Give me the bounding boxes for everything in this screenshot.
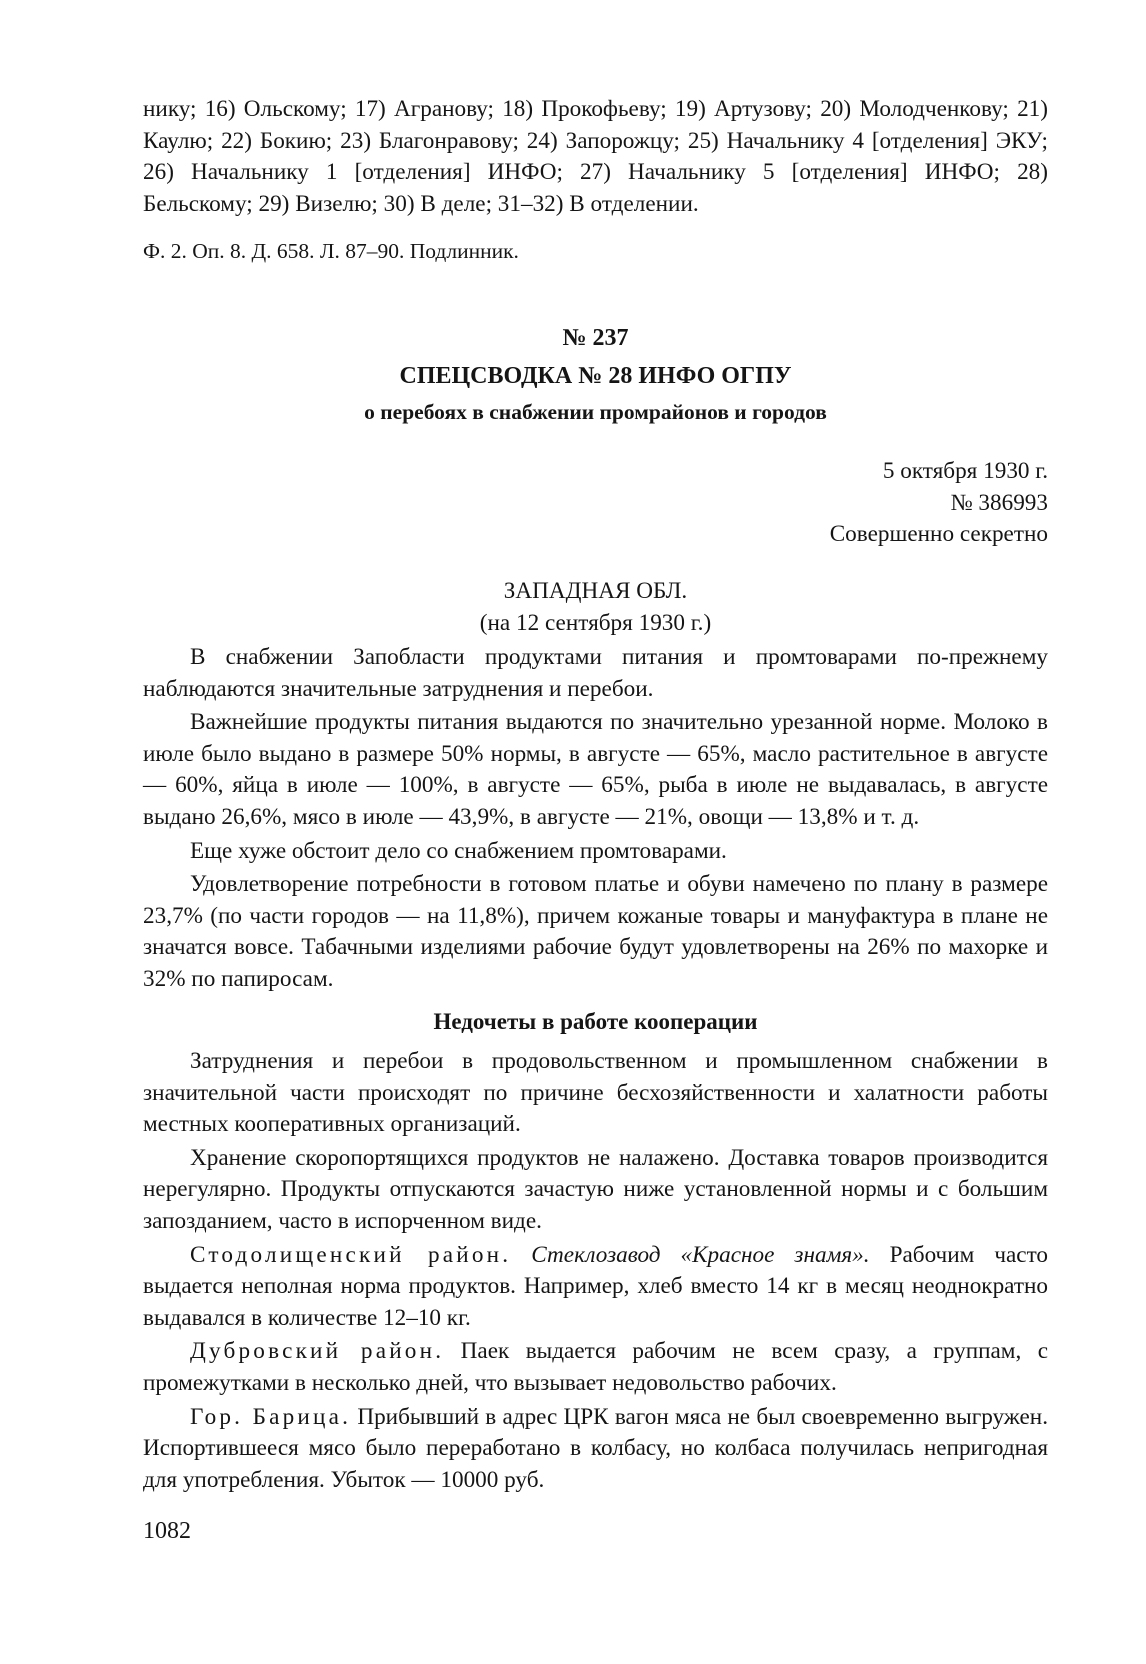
document-header: [143, 322, 1048, 428]
document-number: № 237: [562, 325, 629, 351]
section-heading: [143, 1006, 1048, 1037]
paragraph: Еще хуже обстоит дело со снабжением промтоварами.: [190, 837, 727, 864]
paragraph: Важнейшие продукты питания выдаются по значительно урезанной норме. Молоко в июле было выдано в размере 50% нормы, в августе — 65%, масло растительное в августе — 60%, яйца в июле — 100%, в августе — 65%, рыба в июле не выдавалась, в августе выдано 26,6%, мясо в июле — 43,9%, в августе — 21%, овощи — 13,8% и т. д.: [143, 709, 1048, 830]
document-classification: Совершенно секретно: [829, 521, 1048, 548]
paragraph: Хранение скоропортящихся продуктов не налажено. Доставка товаров производится нерегулярно. Продукты отпускаются зачастую ниже установленной нормы и с большим запозданием, часто в испорченном виде.: [143, 1144, 1048, 1234]
paragraph: Удовлетворение потребности в готовом платье и обуви намечено по плану в размере 23,7% (по части городов — на 11,8%), причем кожаные товары и мануфактура в плане не значатся вовсе. Табачными изделиями рабочие будут удовлетворены на 26% по махорке и 32% по папиросам.: [143, 871, 1048, 992]
district-entry: [143, 1240, 1048, 1335]
district-entry: [143, 1336, 1048, 1399]
district-text: Паек выдается рабочим не всем сразу, а группам, с промежутками в несколько дней, что вызывает недовольство рабочих.: [143, 1338, 1049, 1396]
continued-distribution-list: [143, 94, 1048, 220]
archive-source: [143, 236, 1048, 266]
document-subtitle: о перебоях в снабжении промрайонов и городов: [364, 400, 827, 424]
region-name: ЗАПАДНАЯ ОБЛ.: [503, 578, 688, 604]
region-heading: [143, 576, 1048, 639]
paragraph: В снабжении Запобласти продуктами питания и промтоварами по-прежнему наблюдаются значительные затруднения и перебои.: [143, 644, 1048, 702]
document-meta: [143, 456, 1048, 551]
district-entry: [143, 1402, 1048, 1497]
district-name: Стодолищенский район.: [190, 1241, 512, 1268]
section-text: [143, 1046, 1048, 1496]
section-title: Недочеты в работе кооперации: [433, 1009, 758, 1034]
document-date: 5 октября 1930 г.: [882, 458, 1048, 484]
source-note: Ф. 2. Оп. 8. Д. 658. Л. 87–90. Подлинник.: [143, 239, 519, 263]
district-text: Рабочим часто выдается неполная норма продуктов. Например, хлеб вместо 14 кг в месяц неоднократно выдавался в количестве 12–10 кг.: [143, 1241, 1048, 1331]
document-title: СПЕЦСВОДКА № 28 ИНФО ОГПУ: [399, 363, 792, 389]
page-footer: [143, 1516, 1048, 1548]
district-name: Дубровский район.: [190, 1338, 445, 1365]
paragraph: Затруднения и перебои в продовольственном и промышленном снабжении в значительной части происходят по причине бесхозяйственности и халатности работы местных кооперативных организаций.: [143, 1048, 1048, 1138]
district-place: Стеклозавод «Красное знамя».: [531, 1241, 870, 1268]
region-date: (на 12 сентября 1930 г.): [479, 609, 712, 636]
page-number: 1082: [143, 1518, 191, 1544]
district-text: Прибывший в адрес ЦРК вагон мяса не был своевременно выгружен. Испортившееся мясо было переработано в колбасу, но колбаса получилась непригодная для употребления. Убыток — 10000 руб.: [143, 1403, 1049, 1493]
document-reg-number: № 386993: [950, 489, 1048, 516]
main-text: [143, 642, 1048, 996]
top-paragraph: нику; 16) Ольскому; 17) Агранову; 18) Прокофьеву; 19) Артузову; 20) Молодченкову; 21) Каулю; 22) Бокию; 23) Благонравову; 24) Запорожцу; 25) Начальнику 4 [отделения] ЭКУ; 26) Начальнику 1 [отделения] ИНФО; 27) Начальнику 5 [отделения] ИНФО; 28) Бельскому; 29) Визелю; 30) В деле; 31–32) В отделении.: [143, 96, 1048, 217]
district-name: Гор. Барица.: [190, 1403, 352, 1430]
